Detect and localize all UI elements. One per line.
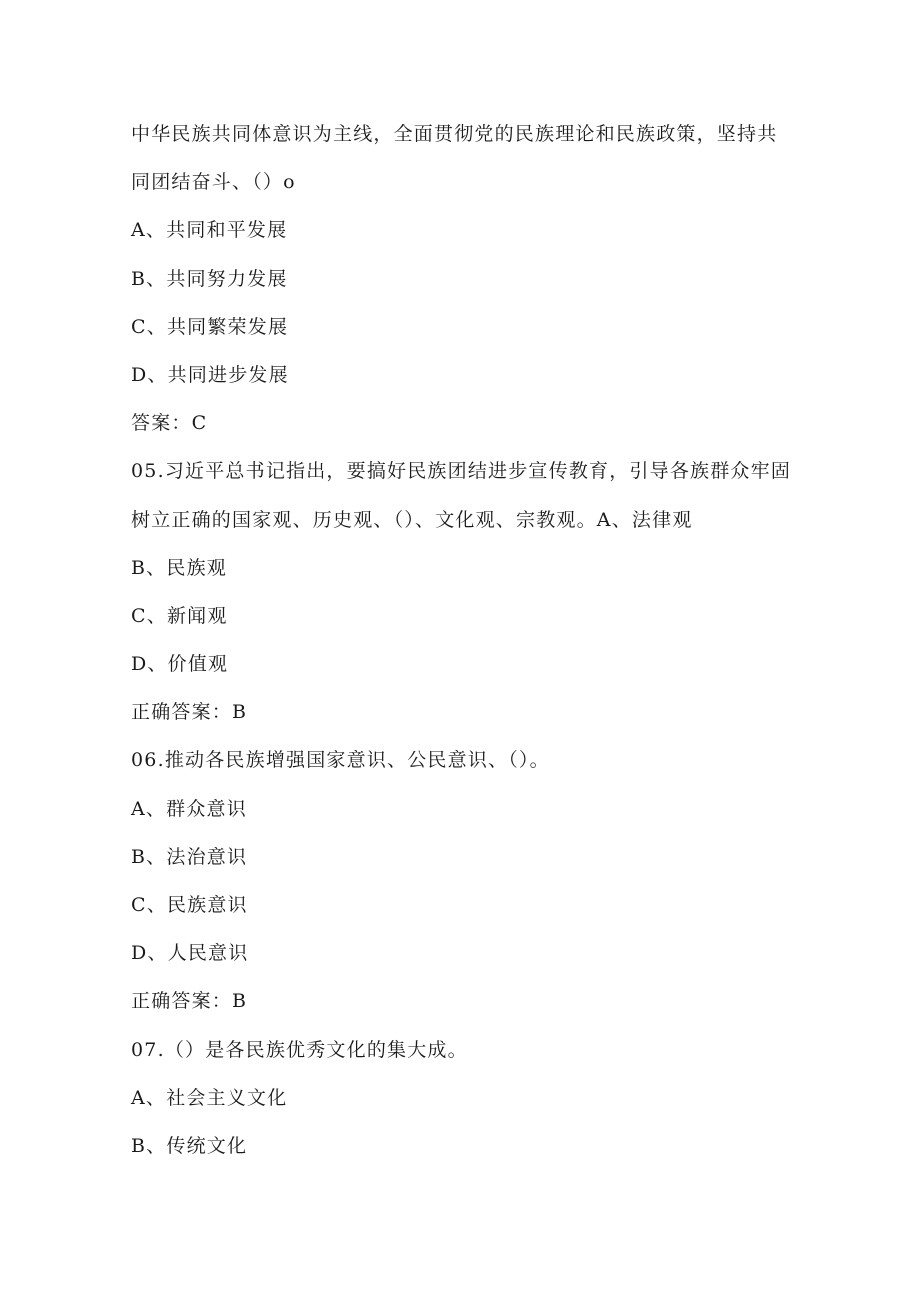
question-text-line: 同团结奋斗、（）o	[131, 171, 296, 194]
option-a: A、社会主义文化	[131, 1086, 288, 1109]
option-a: A、共同和平发展	[131, 219, 288, 242]
answer-line: 答案：C	[131, 412, 208, 435]
option-d: D、人民意识	[131, 942, 249, 965]
question-text-line: 中华民族共同体意识为主线，全面贯彻党的民族理论和民族政策，坚持共	[131, 123, 778, 145]
question-06-text: 06.推动各民族增强国家意识、公民意识、（）。	[131, 749, 550, 772]
option-c: C、共同繁荣发展	[131, 315, 289, 338]
option-b: B、民族观	[131, 556, 227, 579]
option-b: B、传统文化	[131, 1134, 248, 1157]
option-b: B、法治意识	[131, 845, 248, 868]
option-c: C、民族意识	[131, 894, 248, 916]
question-05-text: 树立正确的国家观、历史观、（）、文化观、宗教观。A、法律观	[131, 508, 693, 531]
question-05-text: 05.习近平总书记指出，要搞好民族团结进步宣传教育，引导各族群众牢固	[131, 460, 792, 483]
answer-line: 正确答案：B	[131, 701, 248, 724]
option-a: A、群众意识	[131, 797, 247, 820]
option-b: B、共同努力发展	[131, 267, 288, 290]
document-body	[131, 117, 801, 1177]
answer-line: 正确答案：B	[131, 990, 248, 1013]
option-d: D、价值观	[131, 653, 229, 676]
question-07-text: 07.（）是各民族优秀文化的集大成。	[131, 1038, 468, 1061]
option-c: C、新闻观	[131, 604, 228, 627]
option-d: D、共同进步发展	[131, 363, 289, 386]
